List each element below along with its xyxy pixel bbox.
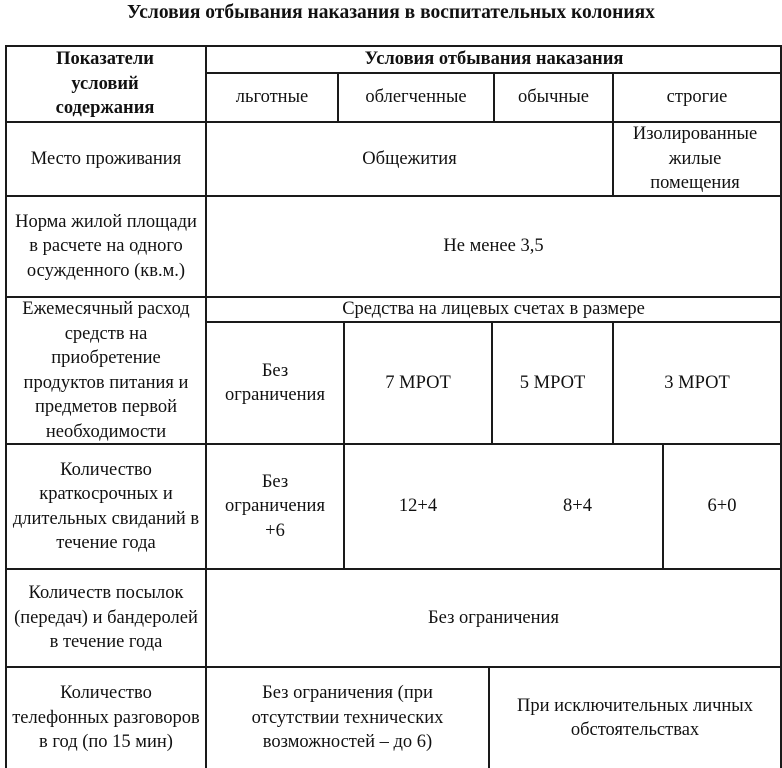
calls-right: При исключительных личных обстоятельствах <box>517 695 753 740</box>
column-divider <box>612 121 614 196</box>
spending-preferential: Без ограничения <box>225 360 325 405</box>
row-label-parcels: Количеств посылок (передач) и бандеролей в течение года <box>14 583 198 653</box>
row-label-area: Норма жилой площади в расчете на одного осужденного (кв.м.) <box>15 211 197 281</box>
spending-strict: 3 МРОТ <box>664 372 730 393</box>
row-label-calls: Количество телефонных разговоров в год (по 15 мин) <box>12 683 200 753</box>
visits-strict: 6+0 <box>707 496 737 517</box>
page-title: Условия отбывания наказания в воспитательных колониях <box>127 2 655 23</box>
row-label-spending: Ежемесячный расход средств на приобретение продуктов питания и предметов первой необходимости <box>22 299 190 442</box>
column-header-strict: строгие <box>666 86 728 107</box>
table-border-right <box>780 45 782 768</box>
parcels-value: Без ограничения <box>428 607 559 628</box>
calls-left: Без ограничения (при отсутствии технических возможностей – до 6) <box>251 683 444 753</box>
residence-common: Общежития <box>362 148 457 169</box>
visits-ordinary: 8+4 <box>563 496 592 517</box>
column-header-ordinary: обычные <box>518 86 589 107</box>
visits-preferential: Без ограничения +6 <box>225 471 325 541</box>
header-conditions: Условия отбывания наказания <box>364 48 624 69</box>
spending-ordinary: 5 МРОТ <box>519 372 586 393</box>
column-header-relaxed: облегченные <box>365 86 467 107</box>
column-header-preferential: льготные <box>235 86 309 107</box>
header-indicators: Показатели условий содержания <box>55 49 155 119</box>
residence-strict: Изолированные жилые помещения <box>632 124 758 194</box>
row-label-visits: Количество краткосрочных и длительных свиданий в течение года <box>12 459 200 553</box>
row-label-residence: Место проживания <box>30 148 182 169</box>
spending-relaxed: 7 МРОТ <box>385 372 451 393</box>
spending-subheader: Средства на лицевых счетах в размере <box>342 299 645 320</box>
visits-relaxed: 12+4 <box>398 496 438 517</box>
area-value: Не менее 3,5 <box>443 236 544 257</box>
